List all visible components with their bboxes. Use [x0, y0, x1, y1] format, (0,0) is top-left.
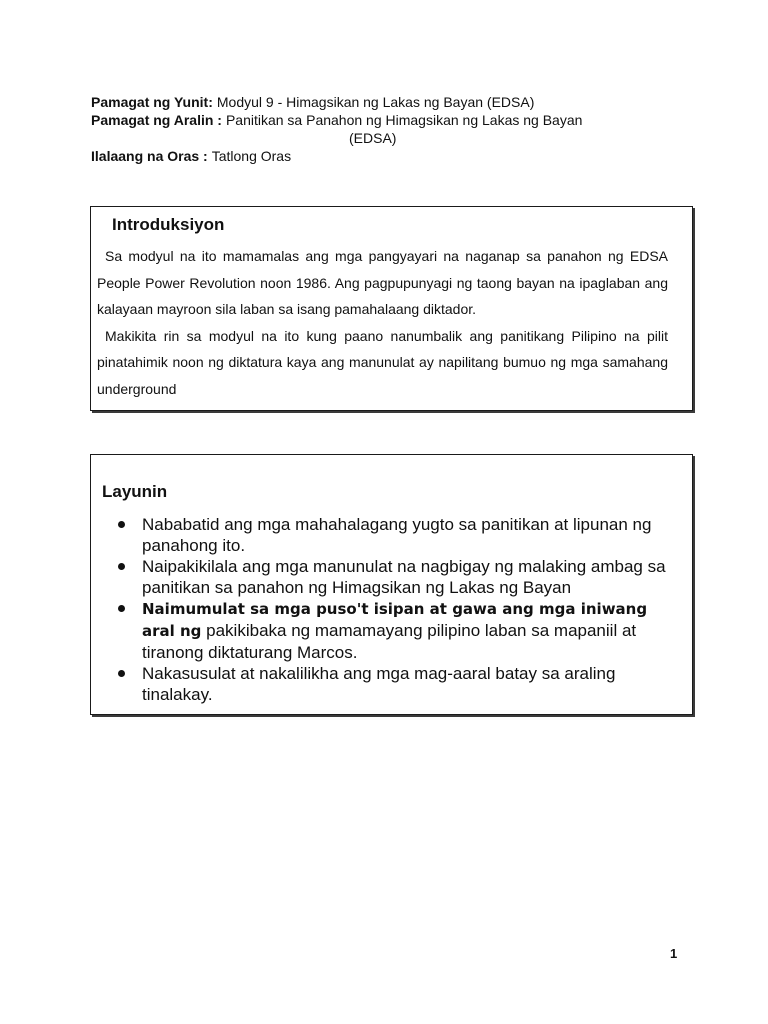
- objective-text: Nababatid ang mga mahahalagang yugto sa panitikan at lipunan ng panahong ito.: [142, 515, 652, 555]
- unit-title-row: [91, 93, 711, 111]
- objective-item: [91, 514, 682, 556]
- objectives-box: [90, 454, 693, 715]
- objectives-title: Layunin: [102, 482, 168, 501]
- bullet-icon: [118, 521, 125, 528]
- unit-title-value: Modyul 9 - Himagsikan ng Lakas ng Bayan (EDSA): [216, 94, 535, 110]
- lesson-title-row: [91, 111, 711, 129]
- objectives-list: [91, 514, 692, 705]
- time-value: Tatlong Oras: [211, 148, 292, 164]
- introduction-paragraph: Makikita rin sa modyul na ito kung paano nanumbalik ang panitikang Pilipino na pilit pinatahimik noon ng diktatura kaya ang manunulat ay napilitang bumuo ng mga samahang underground: [97, 327, 668, 397]
- time-label: Ilalaang na Oras :: [91, 148, 208, 164]
- objective-item: [91, 598, 682, 663]
- bullet-icon: [118, 670, 125, 677]
- objective-item: [91, 663, 682, 705]
- page-number: 1: [670, 946, 678, 961]
- introduction-title: Introduksiyon: [112, 215, 225, 234]
- bullet-icon: [118, 605, 125, 612]
- lesson-title-value: Panitikan sa Panahon ng Himagsikan ng Lakas ng Bayan: [225, 112, 583, 128]
- lesson-header: [91, 93, 711, 165]
- objective-item: [91, 556, 682, 598]
- lesson-title-label: Pamagat ng Aralin :: [91, 112, 222, 128]
- lesson-title-continuation: (EDSA): [349, 130, 397, 146]
- objective-text: pakikibaka ng mamamayang pilipino laban sa mapaniil at tiranong diktaturang Marcos.: [142, 621, 637, 662]
- bullet-icon: [118, 563, 125, 570]
- time-row: [91, 147, 711, 165]
- introduction-paragraph: Sa modyul na ito mamamalas ang mga pangyayari na naganap sa panahon ng EDSA People Power Revolution noon 1986. Ang pagpupunyagi ng taong bayan na ipaglaban ang kalayaan mayroon sila laban sa isang pamahalaang diktador.: [97, 248, 668, 317]
- unit-title-label: Pamagat ng Yunit:: [91, 94, 213, 110]
- introduction-box: [90, 206, 693, 411]
- objective-text: Nakasusulat at nakalilikha ang mga mag-aaral batay sa araling tinalakay.: [142, 664, 616, 704]
- objective-bold-lead: Naimumulat sa mga puso't isipan at gawa ang mga iniwang aral ng: [142, 600, 648, 640]
- objective-text: Naipakikilala ang mga manunulat na nagbigay ng malaking ambag sa panitikan sa panahon ng Himagsikan ng Lakas ng Bayan: [142, 557, 666, 597]
